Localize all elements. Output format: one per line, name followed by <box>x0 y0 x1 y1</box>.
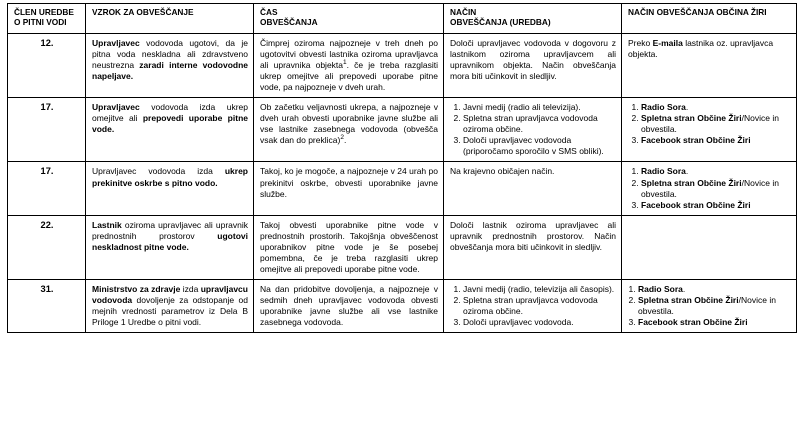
cell-cas <box>254 162 444 215</box>
obcina-channel-detail: /Novice in obvestila. <box>638 294 776 316</box>
cas-text-cont: . če je treba razglasiti ukrep omejitve ali prepovedi uporabe pitne vode, pa najpozneje v dveh urah. <box>260 60 438 93</box>
list-item <box>641 135 791 146</box>
table-row <box>8 98 797 162</box>
cell-clen: 31. <box>8 279 86 332</box>
list-item <box>641 200 791 211</box>
column-header-cas-line1: ČAS <box>260 7 278 17</box>
cas-text: Ob začetku veljavnosti ukrepa, a najpozneje v dveh urah obvesti uporabnike javne službe ali vse lastnike zasebnega vodovoda (obvešča vsak dan do preklica) <box>260 102 438 146</box>
column-header-clen <box>8 4 86 34</box>
vzrok-text-cont: dovoljenje za odstopanje od mejnih vrednosti parametrov iz Dela B Priloge 1 Uredbe o pitni vodi. <box>92 294 248 328</box>
cell-obcina <box>622 215 797 279</box>
drinking-water-notification-table <box>7 3 797 333</box>
nacin-list <box>450 102 616 157</box>
obcina-channel: Spletna stran Občine Žiri <box>638 294 739 305</box>
document-page <box>0 3 805 443</box>
cell-cas <box>254 98 444 162</box>
obcina-text-post: lastnika oz. upravljavca objekta. <box>628 38 774 60</box>
list-item <box>638 317 791 328</box>
column-header-vzrok <box>86 4 254 34</box>
nacin-text: Določi upravljavec vodovoda v dogovoru z lastnikom oziroma upravljavcem ali upravnikom objekta. Način obveščanja mora biti učinkovit in sledljiv. <box>450 38 616 82</box>
vzrok-emphasis: upravljavcu vodovoda <box>92 283 248 305</box>
cell-obcina <box>622 279 797 332</box>
table-body <box>8 34 797 333</box>
cell-cas <box>254 34 444 98</box>
column-header-nacin-line1: NAČIN <box>450 7 477 17</box>
list-item <box>641 113 791 135</box>
list-item: 1. Javni medij (radio ali televizija). <box>463 102 616 113</box>
column-header-cas <box>254 4 444 34</box>
obcina-channel: Radio Sora <box>641 166 686 177</box>
obcina-text-pre: Preko <box>628 38 653 48</box>
vzrok-text: oziroma upravljavec ali upravnik prednostnih prostorov <box>92 219 248 241</box>
cell-vzrok <box>86 162 254 215</box>
table-row <box>8 215 797 279</box>
cas-text: Takoj obvesti uporabnike pitne vode v prednostnih prostorih. Takojšnja obveščenost uporabnikov pitne vode je še posebej pomembna, če je treba razglasiti ukrep omejitve ali prepovedi uporabe pitne vode. <box>260 219 438 274</box>
footnote-marker: 2 <box>340 134 344 142</box>
cell-nacin <box>444 98 622 162</box>
obcina-channel: Facebook stran Občine Žiri <box>641 199 751 210</box>
cas-text: Takoj, ko je mogoče, a najpozneje v 24 urah po prekinitvi oskrbe, obvesti uporabnike javne službe. <box>260 166 438 199</box>
cell-nacin <box>444 215 622 279</box>
list-item <box>638 284 791 295</box>
column-header-cas-line2: OBVEŠČANJA <box>260 16 318 27</box>
list-item <box>638 295 791 317</box>
cell-obcina <box>622 98 797 162</box>
cas-text-cont: . <box>343 135 347 146</box>
list-item <box>641 102 791 113</box>
list-item <box>641 178 791 200</box>
cell-vzrok <box>86 98 254 162</box>
obcina-list <box>628 102 791 146</box>
cas-text: Čimprej oziroma najpozneje v treh dneh po ugotovitvi obvesti lastnika oziroma upravljavca ali upravnika objekta <box>260 38 438 71</box>
obcina-channel: Radio Sora <box>641 102 686 113</box>
vzrok-emphasis: zaradi interne vodovodne napeljave. <box>92 60 248 82</box>
column-header-nacin <box>444 4 622 34</box>
table-header <box>8 4 797 34</box>
obcina-channel-detail: /Novice in obvestila. <box>641 113 779 135</box>
vzrok-subject: Ministrstvo za zdravje <box>92 283 181 294</box>
vzrok-emphasis: ukrep prekinitve oskrbe s pitno vodo. <box>92 166 248 188</box>
cell-clen: 17. <box>8 162 86 215</box>
table-row <box>8 34 797 98</box>
list-item: 3. Določi upravljavec vodovoda (priporočamo sporočilo v SMS obliki). <box>463 135 616 157</box>
obcina-channel-detail: . <box>685 166 689 177</box>
list-item: 1. Javni medij (radio, televizija ali časopis). <box>463 284 616 295</box>
vzrok-subject: Upravljavec <box>92 166 137 177</box>
nacin-text: Določi lastnik oziroma upravljavec ali upravnik prednostnih prostorov. Način obveščanja mora biti učinkovit in sledljiv. <box>450 219 616 252</box>
cell-vzrok <box>86 34 254 98</box>
cell-clen: 17. <box>8 98 86 162</box>
obcina-channel: Facebook stran Občine Žiri <box>641 135 751 146</box>
column-header-obcina-line1: NAČIN OBVEŠČANJA OBČINA ŽIRI <box>628 7 767 17</box>
vzrok-text: vodovoda ugotovi, da je pitna voda neskladna ali zdravstveno neustrezna <box>92 38 248 71</box>
cas-text: Na dan pridobitve dovoljenja, a najpozneje v sedmih dneh upravljavec vodovoda obvesti uporabnike javne službe ali vse lastnike zasebnega vodovoda. <box>260 283 438 328</box>
column-header-clen-line1: ČLEN UREDBE <box>14 7 74 17</box>
cell-nacin <box>444 162 622 215</box>
obcina-channel: Facebook stran Občine Žiri <box>638 317 748 328</box>
obcina-channel: Radio Sora <box>638 283 683 294</box>
vzrok-emphasis: ugotovi neskladnost pitne vode. <box>92 230 248 252</box>
cell-clen: 22. <box>8 215 86 279</box>
column-header-obcina <box>622 4 797 34</box>
column-header-vzrok-line1: VZROK ZA OBVEŠČANJE <box>92 7 194 17</box>
vzrok-text: vodovoda izda <box>136 166 225 177</box>
cell-vzrok <box>86 279 254 332</box>
obcina-channel-detail: . <box>682 283 686 294</box>
obcina-list <box>628 284 791 328</box>
nacin-text: Na krajevno običajen način. <box>450 166 555 177</box>
obcina-list <box>628 166 791 210</box>
table-header-row <box>8 4 797 34</box>
vzrok-text: izda <box>180 283 201 294</box>
vzrok-emphasis: prepovedi uporabe pitne vode. <box>92 113 248 135</box>
vzrok-text: vodovoda izda ukrep omejitve ali <box>92 102 248 124</box>
cell-nacin <box>444 279 622 332</box>
column-header-clen-line2: O PITNI VODI <box>14 16 67 27</box>
list-item: 2. Spletna stran upravljavca vodovoda oziroma občine. <box>463 113 616 135</box>
list-item <box>641 166 791 177</box>
cell-clen: 12. <box>8 34 86 98</box>
cell-vzrok <box>86 215 254 279</box>
obcina-channel: E-maila <box>652 38 683 48</box>
cell-obcina <box>622 34 797 98</box>
obcina-channel-detail: /Novice in obvestila. <box>641 177 779 199</box>
vzrok-subject: Upravljavec <box>92 38 140 48</box>
column-header-nacin-line2: OBVEŠČANJA (UREDBA) <box>450 16 551 27</box>
cell-obcina <box>622 162 797 215</box>
obcina-channel: Spletna stran Občine Žiri <box>641 113 742 124</box>
cell-cas <box>254 215 444 279</box>
cell-nacin <box>444 34 622 98</box>
cell-cas <box>254 279 444 332</box>
list-item: 2. Spletna stran upravljavca vodovoda oziroma občine. <box>463 295 616 317</box>
table-row <box>8 162 797 215</box>
obcina-channel-detail: . <box>685 102 689 113</box>
vzrok-subject: Upravljavec <box>92 102 140 113</box>
list-item: 3. Določi upravljavec vodovoda. <box>463 317 616 328</box>
vzrok-subject: Lastnik <box>92 219 122 230</box>
obcina-channel: Spletna stran Občine Žiri <box>641 177 742 188</box>
table-row <box>8 279 797 332</box>
footnote-marker: 1 <box>343 59 347 67</box>
nacin-list <box>450 284 616 328</box>
